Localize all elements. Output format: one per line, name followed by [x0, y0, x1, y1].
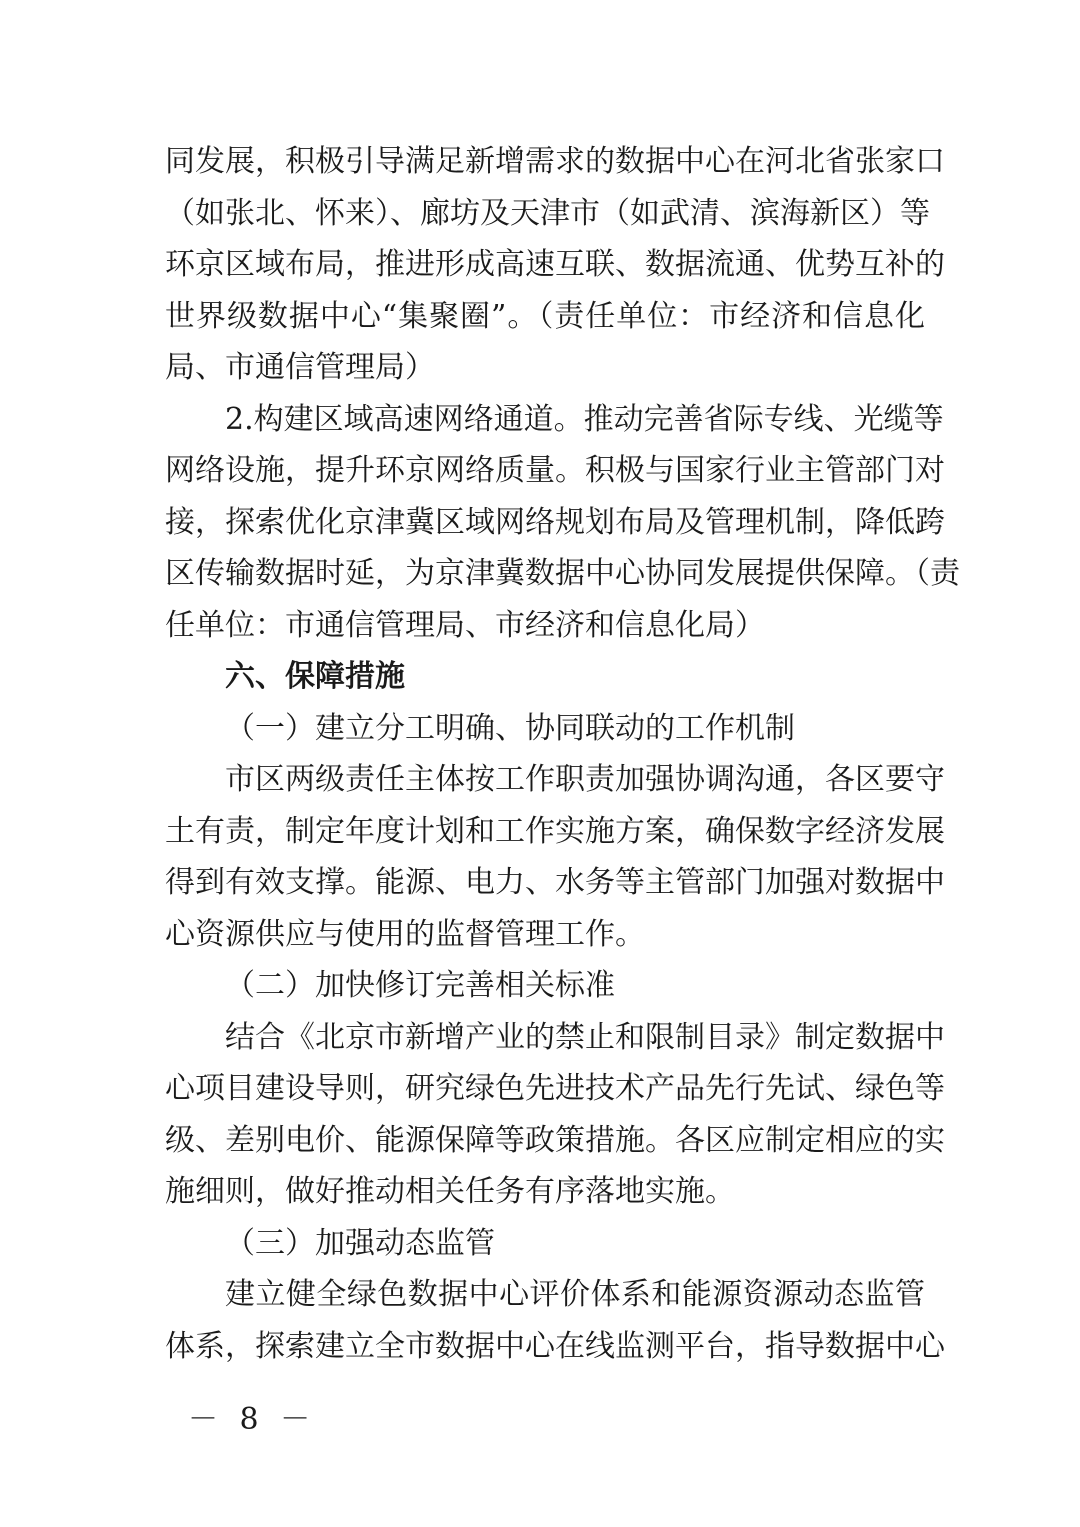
text-line: 建立健全绿色数据中心评价体系和能源资源动态监管 — [225, 1277, 925, 1312]
text-line: 同发展，积极引导满足新增需求的数据中心在河北省张家口 — [165, 144, 945, 179]
text-line: 区传输数据时延，为京津冀数据中心协同发展提供保障。（责 — [165, 556, 960, 591]
text-line: 网络设施，提升环京网络质量。积极与国家行业主管部门对 — [165, 453, 945, 488]
section-heading: 六、保障措施 — [225, 659, 405, 694]
paragraph-regional-layout — [165, 136, 945, 394]
text-line: 体系，探索建立全市数据中心在线监测平台，指导数据中心 — [165, 1328, 945, 1364]
subsection-dynamic-supervision — [165, 1218, 945, 1373]
text-line: 世界级数据中心“集聚圈”。（责任单位：市经济和信息化 — [165, 298, 925, 334]
text-line: 接，探索优化京津冀区域网络规划布局及管理机制，降低跨 — [165, 504, 945, 540]
text-line: 得到有效支撑。能源、电力、水务等主管部门加强对数据中 — [165, 865, 945, 900]
body-text — [165, 136, 960, 1372]
text-line: 环京区域布局，推进形成高速互联、数据流通、优势互补的 — [165, 247, 945, 282]
text-line: 结合《北京市新增产业的禁止和限制目录》制定数据中 — [225, 1019, 945, 1055]
text-line: 心资源供应与使用的监督管理工作。 — [165, 916, 645, 952]
text-line: 局、市通信管理局） — [165, 350, 435, 385]
subsection-standards — [165, 960, 945, 1218]
paragraph-network-channel — [165, 394, 960, 652]
page-number: － 8 － — [188, 1402, 317, 1437]
subsection-heading: （三）加强动态监管 — [225, 1225, 495, 1261]
subsection-heading: （二）加快修订完善相关标准 — [225, 968, 615, 1003]
text-line: 2.构建区域高速网络通道。推动完善省际专线、光缆等 — [225, 401, 944, 437]
subsection-heading: （一）建立分工明确、协同联动的工作机制 — [225, 710, 795, 746]
text-line: 级、差别电价、能源保障等政策措施。各区应制定相应的实 — [165, 1122, 945, 1158]
text-line: 任单位：市通信管理局、市经济和信息化局） — [165, 607, 765, 643]
text-line: （如张北、怀来）、廊坊及天津市（如武清、滨海新区）等 — [165, 195, 930, 231]
subsection-work-mechanism — [165, 703, 945, 961]
text-line: 市区两级责任主体按工作职责加强协调沟通，各区要守 — [225, 762, 945, 797]
text-line: 心项目建设导则，研究绿色先进技术产品先行先试、绿色等 — [165, 1071, 945, 1106]
text-line: 土有责，制定年度计划和工作实施方案，确保数字经济发展 — [165, 813, 945, 849]
text-line: 施细则，做好推动相关任务有序落地实施。 — [165, 1174, 735, 1209]
